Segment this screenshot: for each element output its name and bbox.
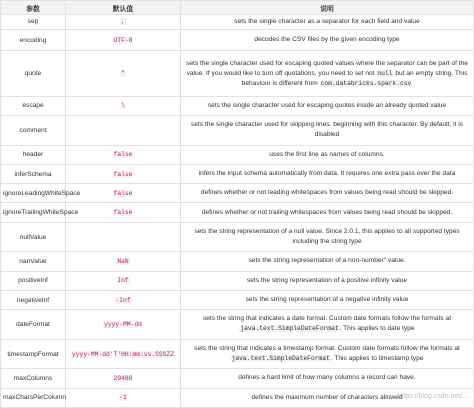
param-name: positiveInf <box>1 271 66 290</box>
default-value: \ <box>121 102 125 110</box>
default-value-cell <box>66 290 181 309</box>
description-text: sets the string representation of a non-number" value. <box>248 257 406 265</box>
description <box>181 339 474 369</box>
description-text: sets the single character used for skipping lines. beginning with this character. By default, it is disabled <box>191 121 463 139</box>
default-value-cell <box>66 96 181 115</box>
default-value-cell <box>66 51 181 96</box>
table-row <box>1 222 474 252</box>
default-value: -1 <box>119 394 127 402</box>
description <box>181 222 474 252</box>
description <box>181 310 474 340</box>
description-text: defines whether or not trailing whitespaces from values being read should be skipped. <box>201 208 453 216</box>
default-value: NaN <box>117 257 129 265</box>
table-row <box>1 339 474 369</box>
description <box>181 184 474 203</box>
param-name: nanValue <box>1 252 66 271</box>
default-value: -Inf <box>115 296 131 304</box>
description-text: sets the string representation of a null value. Since 2.0.1, this applies to all supported types including the string type <box>194 228 460 246</box>
description-text: defines the maximum number of characters allowed <box>251 393 403 401</box>
table-row <box>1 310 474 340</box>
description-text: defines whether or not leading whitespaces from values being read should be skipped. <box>200 189 454 197</box>
default-value: false <box>113 151 133 159</box>
description-code: java.text.SimpleDateFormat <box>240 325 339 333</box>
default-value-cell <box>66 339 181 369</box>
description <box>181 369 474 388</box>
default-value-cell <box>66 29 181 51</box>
table-body <box>1 15 474 408</box>
default-value: false <box>113 189 133 197</box>
table-row <box>1 164 474 183</box>
description <box>181 29 474 51</box>
default-value-cell <box>66 145 181 164</box>
description-text: . This applies to timestamp type <box>330 355 424 362</box>
description <box>181 252 474 271</box>
header-description: 说明 <box>181 1 474 15</box>
description <box>181 116 474 146</box>
param-name: negativeInf <box>1 290 66 309</box>
table-row <box>1 290 474 309</box>
description <box>181 290 474 309</box>
default-value-cell <box>66 369 181 388</box>
default-value-cell <box>66 184 181 203</box>
description-code: com.databricks.spark.csv <box>320 79 412 87</box>
table-row <box>1 369 474 388</box>
param-name: inferSchema <box>1 164 66 183</box>
param-name: sep <box>1 15 66 30</box>
table-row <box>1 29 474 51</box>
default-value-cell <box>66 271 181 290</box>
param-name: nullValue <box>1 222 66 252</box>
header-param: 参数 <box>1 1 66 15</box>
default-value: Inf <box>117 277 129 285</box>
param-name: maxColumns <box>1 369 66 388</box>
table-row <box>1 51 474 96</box>
default-value-cell <box>66 203 181 222</box>
default-value: 20480 <box>113 374 133 382</box>
param-name: ignoreTrailingWhiteSpace <box>1 203 66 222</box>
header-default: 默认值 <box>66 1 181 15</box>
description-text: defines a hard limit of how many columns a record can have. <box>238 374 416 382</box>
description-text: sets the single character used for escaping quotes inside an already quoted value <box>207 101 447 109</box>
default-value: yyyy-MM-dd'T'HH:mm:ss.SSSZZ <box>71 350 175 358</box>
default-value-cell <box>66 222 181 252</box>
table-row <box>1 184 474 203</box>
description <box>181 15 474 30</box>
default-value: UTF-8 <box>113 36 133 44</box>
description-code: java.text.SimpleDateFormat <box>231 355 330 362</box>
param-name: escape <box>1 96 66 115</box>
table-row <box>1 271 474 290</box>
default-value: , <box>121 18 125 26</box>
default-value-cell <box>66 116 181 146</box>
param-name: header <box>1 145 66 164</box>
description <box>181 51 474 96</box>
description <box>181 96 474 115</box>
default-value-cell <box>66 15 181 30</box>
description-code: null <box>377 69 393 77</box>
default-value: false <box>113 170 133 178</box>
table-row <box>1 203 474 222</box>
table-row <box>1 96 474 115</box>
table-row <box>1 116 474 146</box>
description <box>181 271 474 290</box>
param-name: timestampFormat <box>1 339 66 369</box>
description-text: . This applies to date type <box>339 325 415 333</box>
description-text: sets the string representation of a positive infinity value <box>246 276 408 284</box>
default-value-cell <box>66 310 181 340</box>
param-name: comment <box>1 116 66 146</box>
description-text: infers the input schema automatically from data. It requires one extra pass over the data <box>198 170 456 178</box>
description <box>181 164 474 183</box>
description-text: but an empty string. This behaviour is different from <box>241 69 468 87</box>
description <box>181 145 474 164</box>
table-row <box>1 252 474 271</box>
default-value-cell <box>66 252 181 271</box>
param-name: dateFormat <box>1 310 66 340</box>
description <box>181 203 474 222</box>
description-text: sets the string that indicates a date format. Custom date formats follow the formats at <box>202 315 452 323</box>
default-value: false <box>113 209 133 217</box>
description-text: sets the single character used for escaping quoted values where the separator can be part of the value. If you would like to turn off quotations, you need to set not <box>186 59 468 77</box>
default-value-cell <box>66 388 181 407</box>
param-name: ignoreLeadingWhiteSpace <box>1 184 66 203</box>
default-value: yyyy-MM-dd <box>104 320 142 328</box>
table-row <box>1 15 474 30</box>
table-row <box>1 145 474 164</box>
description-text: sets the string that indicates a timestamp format. Custom date formats follow the formats at <box>194 345 460 352</box>
default-value: " <box>121 70 125 78</box>
description-text: decodes the CSV files by the given encoding type <box>254 36 400 44</box>
watermark: https://blog.csdn.net/... <box>397 393 468 400</box>
param-name: maxCharsPerColumn <box>1 388 66 407</box>
description-text: sets the string representation of a negative infinity value <box>245 296 409 304</box>
default-value-cell <box>66 164 181 183</box>
description-text: uses the first line as names of columns. <box>269 150 385 158</box>
description-text: sets the single character as a separator for each field and value <box>234 17 420 25</box>
param-name: quote <box>1 51 66 96</box>
param-name: encoding <box>1 29 66 51</box>
table-header-row <box>1 1 474 15</box>
